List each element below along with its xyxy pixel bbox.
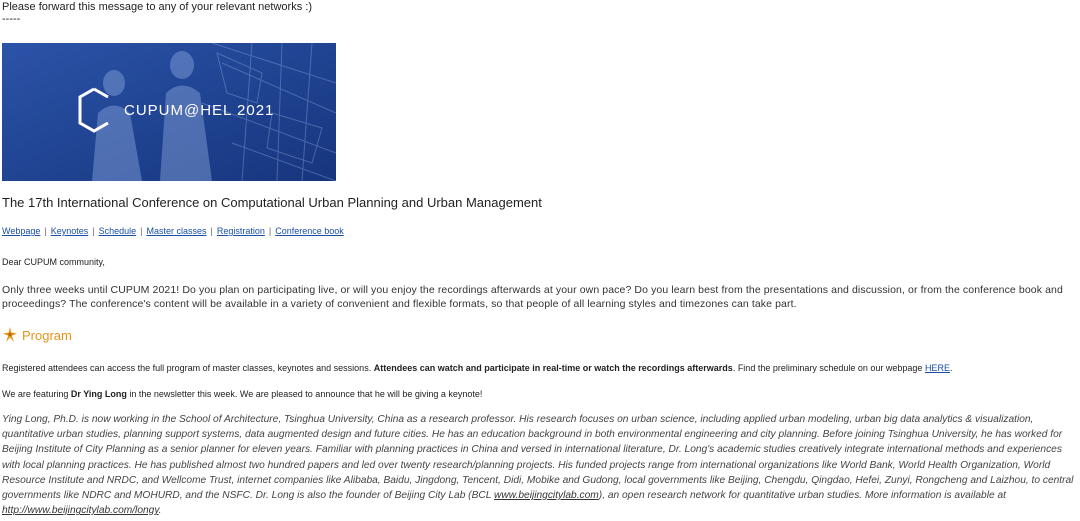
featured-speaker: Dr Ying Long (70, 389, 127, 399)
link-registration[interactable]: Registration (216, 226, 265, 236)
longy-profile-link[interactable]: http://www.beijingcitylab.com/longy (2, 505, 159, 517)
link-keynotes[interactable]: Keynotes (50, 226, 89, 236)
sparkle-icon (2, 327, 18, 343)
link-conference-book[interactable]: Conference book (275, 226, 344, 236)
registration-line: Registered attendees can access the full program of master classes, keynotes and sessions. Attendees can watch and participate in real-time or watch the recordings afterwards. Find the preliminary schedule on our webpage HERE. (2, 363, 953, 373)
link-master-classes[interactable]: Master classes (146, 226, 207, 236)
nav-sep: | (44, 226, 47, 236)
intro-paragraph: Only three weeks until CUPUM 2021! Do you plan on participating live, or will you enjoy the recordings afterwards at your own pace? Do you learn best from the presentations and discussion, or from the conference book and proceedings? The conference's content will be available in a variety of convenient and flexible formats, so that people of all learning styles and timezones can take part. (2, 284, 1063, 310)
separator-dashes: ----- (2, 13, 21, 25)
registration-bold: Attendees can watch and participate in real-time or watch the recordings afterwards (373, 363, 733, 373)
banner-logo-text: CUPUM@HEL 2021 (124, 102, 275, 119)
featuring-line: We are featuring Dr Ying Long in the newsletter this week. We are pleased to announce that he will be giving a keynote! (2, 389, 483, 399)
program-heading (2, 327, 72, 343)
nav-links (2, 226, 344, 236)
nav-sep: | (268, 226, 272, 236)
link-schedule[interactable]: Schedule (98, 226, 137, 236)
schedule-here-link[interactable]: HERE (924, 363, 950, 373)
banner-image (2, 43, 336, 181)
conference-title: The 17th International Conference on Computational Urban Planning and Urban Management (2, 195, 542, 210)
program-heading-label: Program (22, 327, 72, 343)
nav-sep: | (210, 226, 213, 236)
speaker-bio: Ying Long, Ph.D. is now working in the School of Architecture, Tsinghua University, China as a research professor. His research focuses on urban science, including applied urban modeling, urban big data analytics & visualization, quantitative urban studies, planning support systems, data augmented design and future cities. He has an education background in both environmental engineering and city planning. Before joining Tsinghua University, he has worked for Beijing Institute of City Planning as a senior planner for eleven years. Familiar with planning practices in China and versed in international literature, Dr. Long's academic studies creatively integrate international methods and experiences with local planning practices. He has published almost two hundred papers and led over twenty research/planning projects. His funded projects range from international organizations like World Bank, World Health Organization, World Resource Institute and NRDC, and Wellcome Trust, internet companies like Alibaba, Baidu, Jingdong, Tencent, Didi, Mobike and Gudong, local governments like Beijing, Chengdu, Qingdao, Hefei, Zunyi, Rongcheng and Laizhou, to central governments like NDRC and MOHURD, and the NSFC. Dr. Long is also the founder of Beijing City Lab (BCL www.beijingcitylab.com), an open research network for quantitative urban studies. More information is available at http://www.beijingcitylab.com/longy. (2, 414, 1074, 517)
beijing-city-lab-link[interactable]: www.beijingcitylab.com (494, 490, 599, 502)
nav-sep: | (140, 226, 143, 236)
nav-sep: | (92, 226, 95, 236)
conference-banner (2, 43, 336, 181)
link-webpage[interactable]: Webpage (2, 226, 41, 236)
greeting: Dear CUPUM community, (2, 257, 105, 267)
forward-note: Please forward this message to any of your relevant networks :) (2, 1, 312, 13)
